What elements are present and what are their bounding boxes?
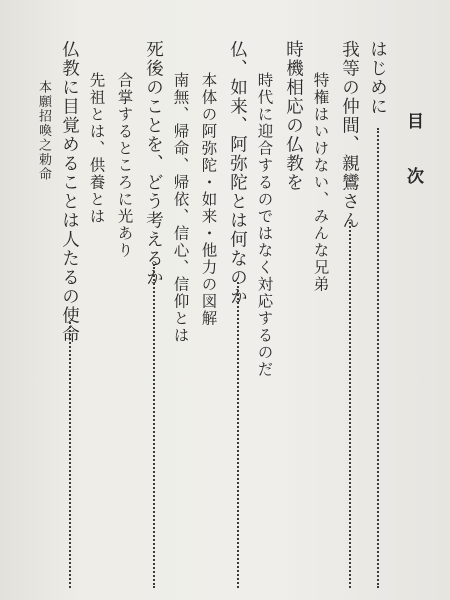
toc-subentry-adapt: 時代に迎合するのではなく対応するのだ [255, 72, 274, 378]
toc-entry-mission: 仏教に目覚めることは人たるの使命 [59, 40, 80, 344]
toc-subentry-faith: 南無、帰命、帰依、信心、信仰とは [171, 72, 190, 344]
toc-subentry-ancestors: 先祖とは、供養とは [87, 72, 106, 225]
toc-entry-amida: 仏、如来、阿弥陀とは何なのか [227, 40, 248, 306]
toc-leader-dots [237, 282, 239, 588]
toc-subentry-gassho: 合掌するところに光あり [115, 72, 134, 259]
toc-leader-dots [69, 322, 71, 588]
toc-leader-dots [377, 128, 379, 588]
page-title: 目 次 [403, 112, 423, 200]
toc-leader-dots [153, 264, 155, 588]
toc-entry-after-death: 死後のことを、どう考えるか [143, 40, 164, 287]
toc-subentry-diagram: 本体の阿弥陀・如来・他力の図解 [199, 72, 218, 327]
toc-leader-dots [349, 222, 351, 588]
toc-entry-companions: 我等の仲間、親鸞さん [339, 40, 360, 230]
toc-entry-introduction: はじめに [367, 40, 388, 116]
toc-subentry-privilege: 特権はいけない、みんな兄弟 [311, 72, 330, 293]
toc-subentry-hongan: 本願招喚之勅命 [36, 80, 51, 182]
toc-entry-timely-buddhism: 時機相応の仏教を [283, 40, 304, 192]
